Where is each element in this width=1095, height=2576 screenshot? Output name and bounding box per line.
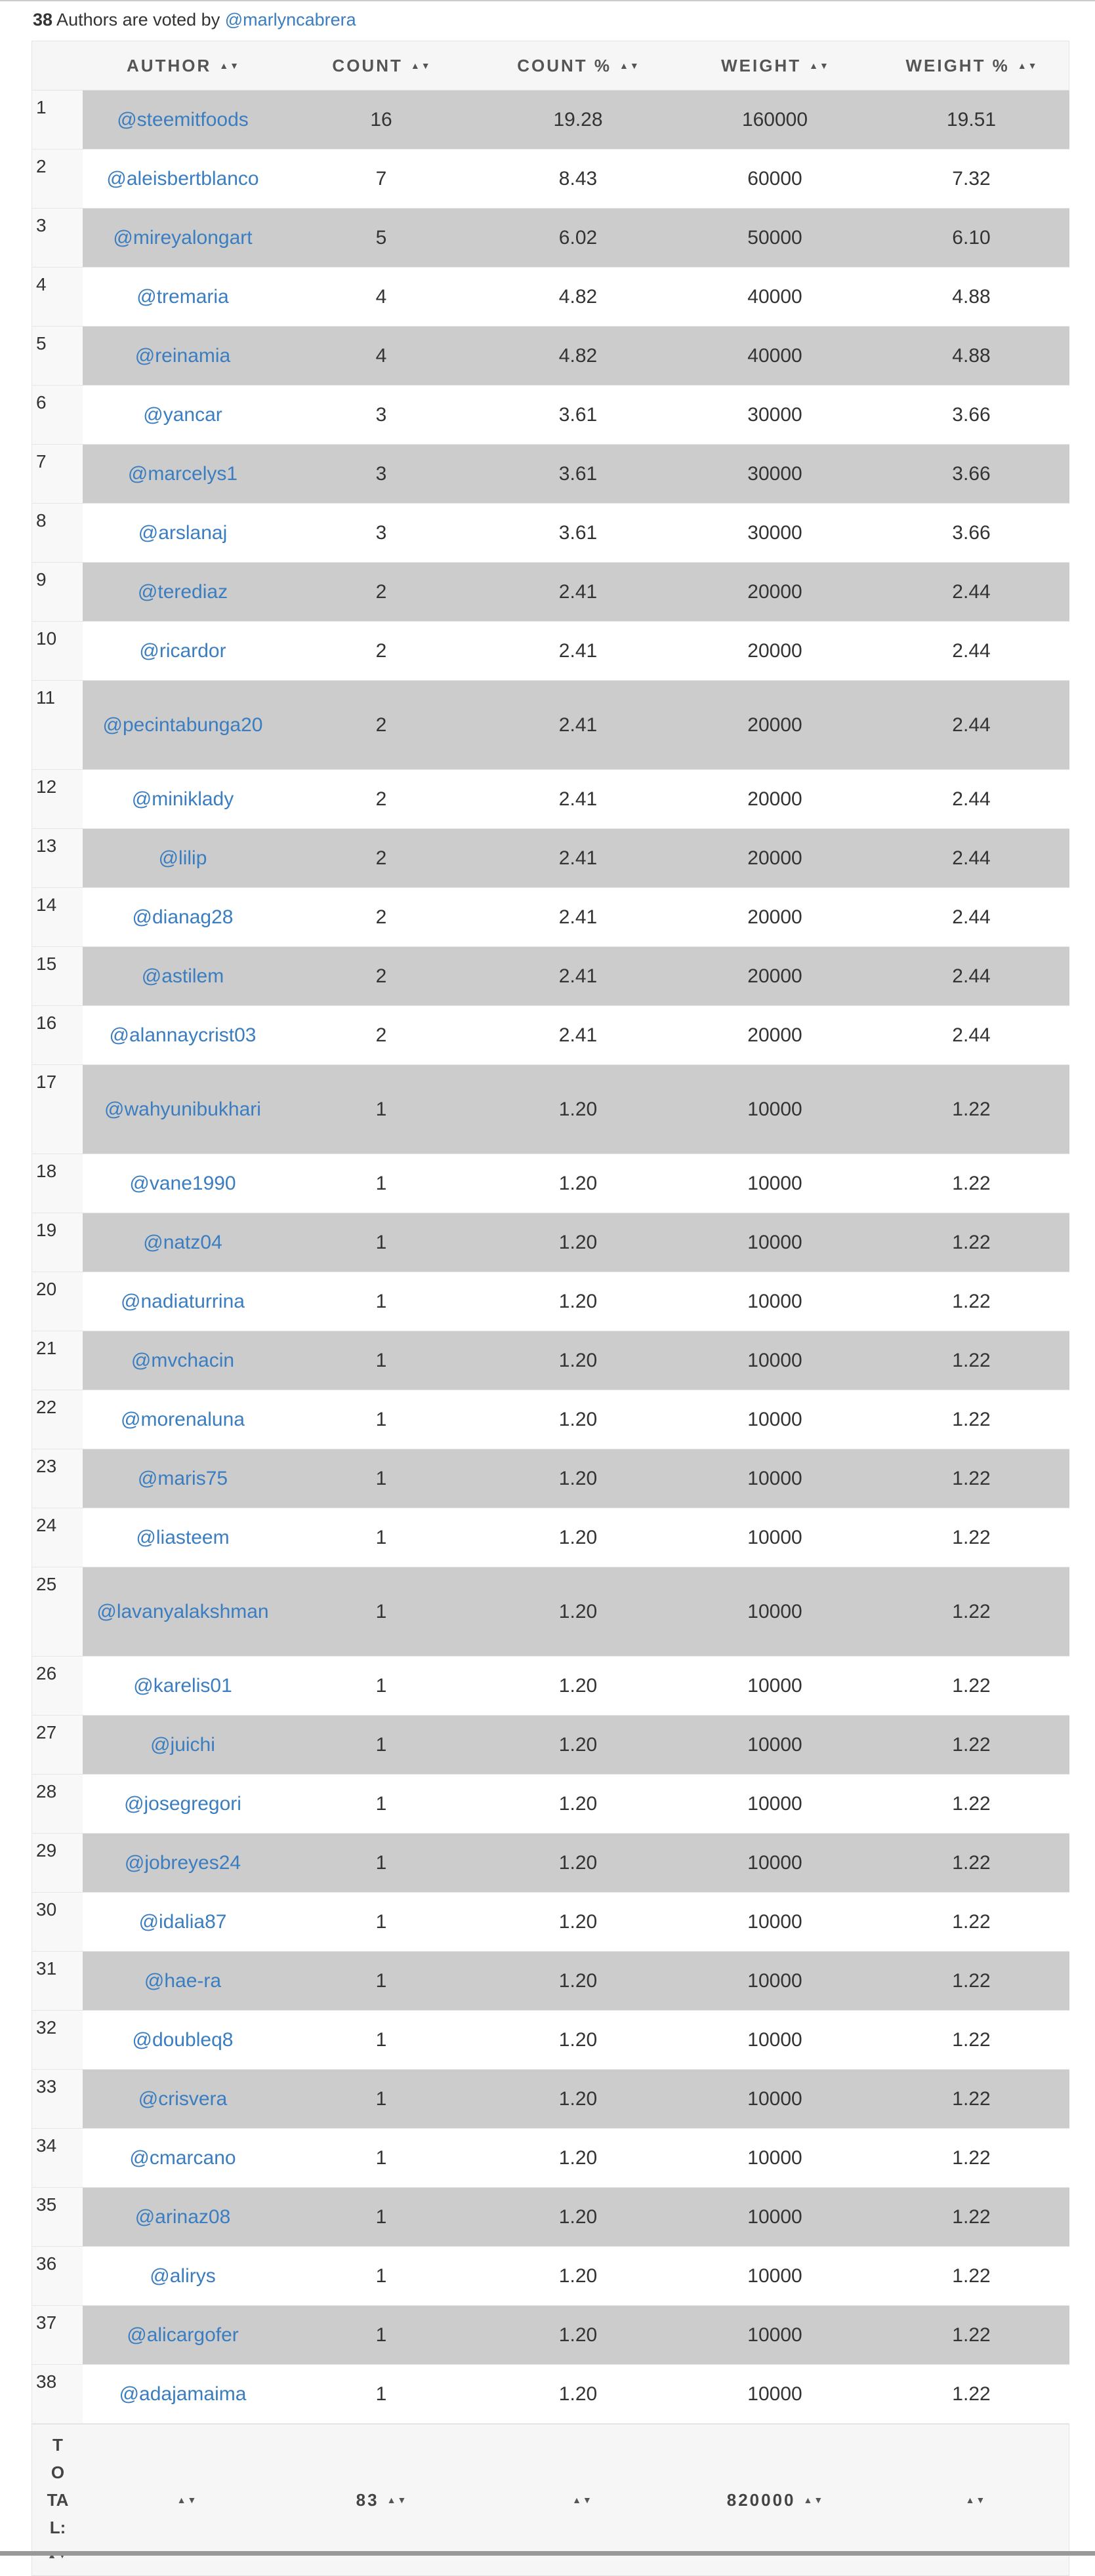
weight-pct-cell: 2.44	[873, 563, 1069, 621]
weight-cell: 10000	[676, 1716, 873, 1774]
weight-cell: 10000	[747, 1910, 802, 1933]
weight-cell: 20000	[747, 1024, 802, 1046]
table-row	[31, 327, 1069, 386]
count-cell: 1	[283, 2306, 480, 2364]
weight-pct-cell: 2.44	[873, 829, 1069, 887]
top-divider	[0, 0, 1095, 1]
table-row	[31, 445, 1069, 504]
count-pct-cell: 2.41	[558, 639, 598, 662]
count-cell: 1	[375, 2146, 387, 2169]
row-index: 2	[31, 150, 83, 208]
total-label-part: O	[51, 2463, 65, 2482]
row-index: 17	[31, 1065, 83, 1154]
table-row	[31, 1834, 1069, 1893]
table-row	[31, 2365, 1069, 2424]
table-row	[31, 2188, 1069, 2247]
count-cell: 3	[375, 521, 387, 544]
weight-pct-cell: 1.22	[952, 1674, 991, 1697]
count-cell: 2	[283, 829, 480, 887]
count-cell: 2	[375, 788, 387, 810]
table-row	[31, 2011, 1069, 2070]
count-cell: 1	[375, 1408, 387, 1430]
row-index: 9	[31, 563, 83, 621]
row-index: 10	[31, 622, 83, 680]
count-pct-cell: 1.20	[558, 2028, 598, 2051]
author-count: 38	[33, 10, 53, 30]
weight-cell: 10000	[676, 1567, 873, 1656]
count-cell: 1	[375, 2028, 387, 2051]
weight-cell: 30000	[676, 445, 873, 503]
author-link[interactable]: @yancar	[143, 403, 222, 426]
author-link[interactable]: @dianag28	[132, 906, 234, 928]
table-row	[31, 1775, 1069, 1834]
total-count[interactable]: 83 ▲▼	[356, 2489, 408, 2510]
row-index: 28	[31, 1775, 83, 1833]
authors-table	[31, 41, 1069, 2576]
table-row	[31, 209, 1069, 268]
author-link[interactable]: @juichi	[83, 1716, 283, 1774]
sort-icon: ▲▼	[803, 2495, 825, 2505]
weight-pct-cell: 2.44	[873, 947, 1069, 1005]
weight-pct-cell: 1.22	[952, 2146, 991, 2169]
table-row	[31, 1390, 1069, 1449]
table-row	[31, 770, 1069, 829]
count-cell: 1	[375, 1910, 387, 1933]
weight-pct-cell: 1.22	[873, 1952, 1069, 2010]
count-pct-cell: 1.20	[558, 2264, 598, 2287]
count-pct-cell: 1.20	[558, 2146, 598, 2169]
weight-pct-cell: 1.22	[873, 1331, 1069, 1390]
count-pct-cell: 4.82	[558, 285, 598, 308]
count-pct-cell: 1.20	[480, 1952, 676, 2010]
count-cell: 1	[283, 1213, 480, 1272]
sort-icon: ▲▼	[219, 60, 240, 71]
author-link[interactable]: @steemitfoods	[83, 91, 283, 149]
weight-pct-cell: 1.22	[873, 2070, 1069, 2128]
weight-pct-cell: 1.22	[873, 1716, 1069, 1774]
table-row	[31, 1272, 1069, 1331]
table-row	[31, 1331, 1069, 1390]
weight-cell: 20000	[747, 906, 802, 928]
weight-pct-cell: 3.66	[952, 521, 991, 544]
weight-pct-cell: 1.22	[873, 1213, 1069, 1272]
table-row	[31, 2129, 1069, 2188]
author-link[interactable]: @nadiaturrina	[121, 1290, 245, 1312]
row-index: 25	[31, 1567, 83, 1656]
total-label-part: TA	[47, 2490, 69, 2510]
row-index: 35	[31, 2188, 83, 2246]
weight-pct-cell: 6.10	[873, 209, 1069, 267]
weight-pct-cell: 1.22	[952, 1526, 991, 1548]
weight-cell: 20000	[676, 563, 873, 621]
row-index: 3	[31, 209, 83, 267]
weight-cell: 10000	[747, 2383, 802, 2405]
row-index: 36	[31, 2247, 83, 2305]
row-index: 24	[31, 1508, 83, 1567]
row-index: 20	[31, 1272, 83, 1331]
count-cell: 16	[283, 91, 480, 149]
count-cell: 1	[375, 2383, 387, 2405]
author-link[interactable]: @vane1990	[129, 1172, 236, 1194]
table-row	[31, 563, 1069, 622]
weight-pct-cell: 1.22	[873, 1065, 1069, 1154]
author-link[interactable]: @pecintabunga20	[83, 681, 283, 769]
author-link[interactable]: @aleisbertblanco	[106, 167, 259, 190]
weight-pct-cell: 1.22	[952, 1172, 991, 1194]
table-row	[31, 1213, 1069, 1272]
count-pct-cell: 1.20	[480, 2188, 676, 2246]
weight-cell: 10000	[676, 1834, 873, 1892]
author-link[interactable]: @ricardor	[139, 639, 226, 662]
header-weight[interactable]: WEIGHT ▲▼	[721, 55, 830, 75]
count-pct-cell: 6.02	[480, 209, 676, 267]
weight-pct-cell: 1.22	[952, 1290, 991, 1312]
author-link[interactable]: @adajamaima	[119, 2383, 247, 2405]
header-author[interactable]: AUTHOR ▲▼	[127, 55, 240, 75]
author-link[interactable]: @lavanyalakshman	[83, 1567, 283, 1656]
bottom-scrollbar	[0, 2551, 1095, 2556]
count-cell: 1	[283, 1449, 480, 1508]
table-row	[31, 2070, 1069, 2129]
sort-icon: ▲▼	[809, 60, 830, 71]
author-link[interactable]: @miniklady	[131, 788, 234, 810]
author-link[interactable]: @mireyalongart	[83, 209, 283, 267]
weight-pct-cell: 4.88	[952, 285, 991, 308]
count-cell: 7	[375, 167, 387, 190]
row-index: 18	[31, 1154, 83, 1213]
table-row	[31, 1952, 1069, 2011]
author-link[interactable]: @karelis01	[133, 1674, 232, 1697]
count-pct-cell: 2.41	[480, 563, 676, 621]
author-link[interactable]: @marcelys1	[83, 445, 283, 503]
count-pct-cell: 3.61	[480, 445, 676, 503]
row-index: 14	[31, 888, 83, 946]
author-link[interactable]: @crisvera	[83, 2070, 283, 2128]
count-pct-cell: 4.82	[480, 327, 676, 385]
weight-pct-cell: 2.44	[952, 639, 991, 662]
row-index: 23	[31, 1449, 83, 1508]
table-row	[31, 268, 1069, 327]
weight-pct-cell: 1.22	[873, 1834, 1069, 1892]
author-link[interactable]: @terediaz	[83, 563, 283, 621]
count-pct-cell: 2.41	[558, 906, 598, 928]
count-cell: 2	[283, 947, 480, 1005]
table-row	[31, 1893, 1069, 1952]
count-cell: 3	[283, 445, 480, 503]
table-row	[31, 681, 1069, 770]
author-link[interactable]: @alicargofer	[83, 2306, 283, 2364]
weight-cell: 20000	[676, 681, 873, 769]
count-pct-cell: 1.20	[558, 1910, 598, 1933]
table-row	[31, 622, 1069, 681]
row-index: 27	[31, 1716, 83, 1774]
weight-cell: 10000	[747, 1172, 802, 1194]
weight-cell: 10000	[747, 2264, 802, 2287]
count-cell: 1	[283, 1065, 480, 1154]
count-cell: 2	[283, 563, 480, 621]
sort-icon: ▲▼	[410, 60, 432, 71]
count-cell: 1	[375, 1792, 387, 1815]
sort-icon: ▲▼	[1017, 60, 1039, 71]
header-index	[32, 41, 83, 90]
table-row	[31, 1567, 1069, 1657]
header-weight-pct[interactable]: WEIGHT % ▲▼	[905, 55, 1039, 75]
row-index: 21	[31, 1331, 83, 1390]
author-link[interactable]: @alannaycrist03	[109, 1024, 257, 1046]
author-link[interactable]: @arinaz08	[83, 2188, 283, 2246]
row-index: 38	[31, 2365, 83, 2423]
count-pct-cell: 1.20	[558, 1290, 598, 1312]
count-cell: 1	[283, 2070, 480, 2128]
weight-cell: 10000	[747, 1792, 802, 1815]
weight-cell: 30000	[747, 403, 802, 426]
row-index: 6	[31, 386, 83, 444]
weight-pct-cell: 2.44	[952, 906, 991, 928]
count-cell: 1	[283, 2188, 480, 2246]
count-cell: 2	[283, 681, 480, 769]
total-label-part: L:	[49, 2518, 66, 2537]
author-link[interactable]: @arslanaj	[138, 521, 228, 544]
total-label-part: T	[52, 2435, 63, 2455]
weight-pct-cell: 2.44	[952, 1024, 991, 1046]
sort-icon: ▲▼	[965, 2495, 987, 2505]
author-link[interactable]: @astilem	[83, 947, 283, 1005]
weight-cell: 10000	[747, 2146, 802, 2169]
count-pct-cell: 2.41	[480, 681, 676, 769]
count-cell: 1	[375, 1172, 387, 1194]
table-row	[31, 2306, 1069, 2365]
count-pct-cell: 1.20	[480, 2070, 676, 2128]
weight-pct-cell: 1.22	[873, 2188, 1069, 2246]
weight-cell: 10000	[747, 1290, 802, 1312]
count-cell: 4	[375, 285, 387, 308]
table-row	[31, 1006, 1069, 1065]
row-index: 15	[31, 947, 83, 1005]
count-pct-cell: 1.20	[480, 1834, 676, 1892]
count-pct-cell: 1.20	[480, 1567, 676, 1656]
weight-pct-cell: 1.22	[873, 1449, 1069, 1508]
caption-text: Authors are voted by	[52, 10, 225, 30]
header-count-pct[interactable]: COUNT % ▲▼	[517, 55, 640, 75]
count-pct-cell: 3.61	[558, 403, 598, 426]
table-row	[31, 829, 1069, 888]
count-pct-cell: 2.41	[480, 947, 676, 1005]
weight-pct-cell: 1.22	[952, 2383, 991, 2405]
weight-cell: 20000	[676, 947, 873, 1005]
count-pct-cell: 1.20	[558, 1526, 598, 1548]
table-row	[31, 947, 1069, 1006]
count-cell: 2	[375, 906, 387, 928]
total-weight[interactable]: 820000 ▲▼	[726, 2489, 825, 2510]
weight-cell: 10000	[676, 1065, 873, 1154]
count-cell: 2	[375, 1024, 387, 1046]
count-pct-cell: 1.20	[558, 1172, 598, 1194]
count-cell: 1	[375, 1526, 387, 1548]
weight-pct-cell: 4.88	[873, 327, 1069, 385]
sort-icon: ▲▼	[176, 2495, 198, 2505]
weight-cell: 10000	[747, 1408, 802, 1430]
count-cell: 1	[283, 1952, 480, 2010]
sort-icon: ▲▼	[572, 2495, 593, 2505]
row-index: 32	[31, 2011, 83, 2069]
row-index: 1	[31, 91, 83, 149]
voter-link[interactable]: @marlyncabrera	[224, 10, 356, 30]
weight-cell: 60000	[747, 167, 802, 190]
author-link[interactable]: @tremaria	[136, 285, 229, 308]
count-pct-cell: 2.41	[558, 788, 598, 810]
table-caption	[33, 7, 356, 33]
weight-cell: 10000	[676, 1449, 873, 1508]
weight-pct-cell: 1.22	[952, 1910, 991, 1933]
weight-pct-cell: 1.22	[952, 1408, 991, 1430]
count-pct-cell: 3.61	[558, 521, 598, 544]
count-pct-cell: 1.20	[558, 1408, 598, 1430]
author-link[interactable]: @alirys	[150, 2264, 216, 2287]
weight-pct-cell: 1.22	[873, 1567, 1069, 1656]
weight-pct-cell: 7.32	[952, 167, 991, 190]
count-pct-cell: 1.20	[480, 1213, 676, 1272]
table-row	[31, 1065, 1069, 1154]
weight-cell: 160000	[676, 91, 873, 149]
weight-cell: 10000	[747, 2028, 802, 2051]
count-pct-cell: 2.41	[558, 1024, 598, 1046]
weight-pct-cell: 2.44	[952, 788, 991, 810]
weight-cell: 20000	[676, 829, 873, 887]
count-cell: 1	[283, 1834, 480, 1892]
author-link[interactable]: @natz04	[83, 1213, 283, 1272]
weight-pct-cell: 19.51	[873, 91, 1069, 149]
count-pct-cell: 8.43	[558, 167, 598, 190]
author-link[interactable]: @josegregori	[124, 1792, 241, 1815]
row-index: 29	[31, 1834, 83, 1892]
weight-pct-cell: 2.44	[873, 681, 1069, 769]
table-row	[31, 888, 1069, 947]
author-link[interactable]: @reinamia	[83, 327, 283, 385]
author-link[interactable]: @idalia87	[138, 1910, 227, 1933]
table-row	[31, 150, 1069, 209]
row-index: 19	[31, 1213, 83, 1272]
sort-icon: ▲▼	[386, 2495, 408, 2505]
weight-cell: 10000	[676, 2070, 873, 2128]
row-index: 26	[31, 1657, 83, 1715]
weight-pct-cell: 3.66	[873, 445, 1069, 503]
row-index: 5	[31, 327, 83, 385]
weight-cell: 40000	[747, 285, 802, 308]
count-pct-cell: 2.41	[480, 829, 676, 887]
weight-cell: 40000	[676, 327, 873, 385]
count-cell: 1	[283, 1567, 480, 1656]
weight-cell: 20000	[747, 639, 802, 662]
weight-pct-cell: 1.22	[952, 2264, 991, 2287]
table-row	[31, 386, 1069, 445]
sort-icon: ▲▼	[619, 60, 640, 71]
row-index: 8	[31, 504, 83, 562]
count-cell: 1	[283, 1331, 480, 1390]
row-index: 34	[31, 2129, 83, 2187]
row-index: 30	[31, 1893, 83, 1951]
count-pct-cell: 1.20	[480, 1331, 676, 1390]
row-index: 31	[31, 1952, 83, 2010]
table-body	[31, 91, 1069, 2424]
table-row	[31, 2247, 1069, 2306]
weight-cell: 10000	[747, 1674, 802, 1697]
count-cell: 2	[375, 639, 387, 662]
row-index: 37	[31, 2306, 83, 2364]
count-pct-cell: 1.20	[558, 1792, 598, 1815]
count-pct-cell: 1.20	[480, 1716, 676, 1774]
row-index: 22	[31, 1390, 83, 1449]
weight-cell: 10000	[676, 2188, 873, 2246]
author-link[interactable]: @wahyunibukhari	[83, 1065, 283, 1154]
count-cell: 5	[283, 209, 480, 267]
count-pct-cell: 19.28	[480, 91, 676, 149]
row-index: 16	[31, 1006, 83, 1064]
weight-cell: 20000	[747, 788, 802, 810]
author-link[interactable]: @mvchacin	[83, 1331, 283, 1390]
row-index: 33	[31, 2070, 83, 2128]
row-index: 12	[31, 770, 83, 828]
author-link[interactable]: @maris75	[83, 1449, 283, 1508]
author-link[interactable]: @liasteem	[136, 1526, 230, 1548]
count-pct-cell: 1.20	[558, 1674, 598, 1697]
weight-cell: 10000	[676, 2306, 873, 2364]
weight-pct-cell: 1.22	[952, 1792, 991, 1815]
author-link[interactable]: @doubleq8	[132, 2028, 234, 2051]
weight-pct-cell: 1.22	[952, 2028, 991, 2051]
weight-pct-cell: 1.22	[873, 2306, 1069, 2364]
row-index: 13	[31, 829, 83, 887]
table-row	[31, 1449, 1069, 1508]
table-row	[31, 91, 1069, 150]
count-cell: 1	[375, 1290, 387, 1312]
row-index: 7	[31, 445, 83, 503]
count-cell: 1	[283, 1716, 480, 1774]
count-pct-cell: 1.20	[558, 2383, 598, 2405]
count-cell: 1	[375, 1674, 387, 1697]
count-cell: 4	[283, 327, 480, 385]
row-index: 11	[31, 681, 83, 769]
author-link[interactable]: @cmarcano	[129, 2146, 236, 2169]
table-row	[31, 1657, 1069, 1716]
author-link[interactable]: @morenaluna	[121, 1408, 245, 1430]
table-header	[31, 41, 1069, 91]
weight-pct-cell: 3.66	[952, 403, 991, 426]
weight-cell: 10000	[676, 1331, 873, 1390]
table-row	[31, 1508, 1069, 1567]
table-row	[31, 1154, 1069, 1213]
header-count[interactable]: COUNT ▲▼	[332, 55, 432, 75]
count-cell: 1	[375, 2264, 387, 2287]
author-link[interactable]: @lilip	[83, 829, 283, 887]
count-pct-cell: 1.20	[480, 2306, 676, 2364]
weight-cell: 10000	[676, 1952, 873, 2010]
count-pct-cell: 1.20	[480, 1449, 676, 1508]
table-row	[31, 504, 1069, 563]
row-index: 4	[31, 268, 83, 326]
count-pct-cell: 1.20	[480, 1065, 676, 1154]
author-link[interactable]: @jobreyes24	[83, 1834, 283, 1892]
weight-cell: 50000	[676, 209, 873, 267]
table-row	[31, 1716, 1069, 1775]
weight-cell: 10000	[747, 1526, 802, 1548]
weight-cell: 30000	[747, 521, 802, 544]
weight-cell: 10000	[676, 1213, 873, 1272]
author-link[interactable]: @hae-ra	[83, 1952, 283, 2010]
count-cell: 3	[375, 403, 387, 426]
